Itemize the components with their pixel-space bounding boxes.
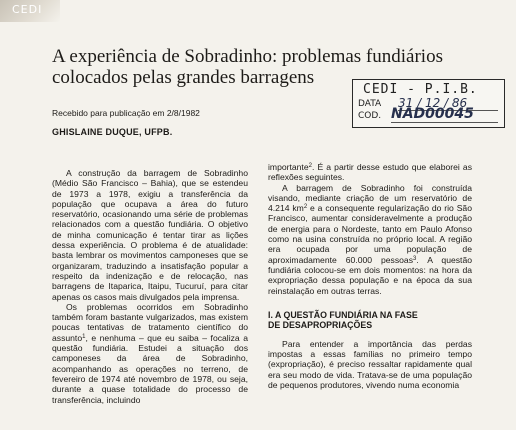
stamp-code-row <box>358 106 474 122</box>
text-run: A barragem de Sobradinho foi construída visando, mediante criação de um reservatório de 4.214 km <box>268 182 472 214</box>
section-heading-line-1: I. A QUESTÃO FUNDIÁRIA NA FASE <box>268 309 418 320</box>
section-heading <box>268 310 472 330</box>
paragraph: Para entender a importância das perdas impostas a essas famílias no primeiro tempo (expropriação), é preciso ressaltar rapidamente qual era seu modo de vida. Tratava-se de uma população de pequenos produtores, vivendo numa economia <box>268 338 472 391</box>
superscript: 2 <box>303 204 308 211</box>
text-run: . É a partir desse estudo que elaborei as reflexões seguintes. <box>268 162 472 183</box>
text-run: , e nenhuma – que eu saiba – focaliza a questão fundiária. Estudei a situação dos camponeses da área de Sobradinho, acompanhando as operações no terreno, de fevereiro de 1974 até novembro de 1978, ou seja, durante a quase totalidade do processo de transferência, incluindo <box>52 332 248 405</box>
article-title <box>52 46 443 88</box>
text-run: Os problemas ocorridos em Sobradinho também foram bastante vulgarizados, mas existem poucas tentativas de tratamento científico do assunto <box>52 301 248 343</box>
stamp-code-value: NAD00045 <box>391 106 498 123</box>
stamp-header: CEDI - P.I.B. <box>363 82 478 97</box>
corner-logo <box>0 0 60 22</box>
text-run: e a consequente regularização do rio São Francisco, aumentar consideravelmente a produção de energia para o Nordeste, tanto em Paulo Afonso como na usina construída no próprio local. A região era ocupada por uma população de aproximadamente 60.000 pessoas <box>268 203 472 265</box>
paragraph <box>268 183 472 296</box>
stamp-date-label: DATA <box>358 99 382 109</box>
paragraph <box>268 162 472 183</box>
footnote-ref[interactable]: 2 <box>308 163 312 169</box>
archive-stamp <box>352 79 505 128</box>
footnote-ref[interactable]: 1 <box>82 333 86 340</box>
paragraph: A construção da barragem de Sobradinho (Médio São Francisco – Bahia), que se estendeu de 1973 a 1978, exigiu a transferência da população que ocupava a área do futuro reservatório, ocasionando uma série de problemas relacionados com a questão fundiária. O objetivo de minha comunicação é tentar tirar as lições dessa experiência. O problema é de atualidade: basta lembrar os movimentos camponeses que se organizaram, traduzindo a insatisfação popular a respeito da indenização e de relocação, nas barragens de Itaparica, Itaipu, Tucuruí, para citar apenas os casos mais divulgados pela imprensa. <box>52 168 248 302</box>
text-run: importante <box>268 162 309 172</box>
title-line-2: colocados pelas grandes barragens <box>52 67 315 88</box>
left-column <box>52 168 248 405</box>
author-name: GHISLAINE DUQUE, UFPB. <box>52 127 173 137</box>
text-run: . A questão fundiária colocou-se em dois momentos: na hora da expropriação dessa população e na época da sua reinstalação em outras terras. <box>268 254 473 296</box>
corner-logo-text: CEDI <box>12 3 43 16</box>
section-heading-line-2: DE DESAPROPRIAÇÕES <box>268 319 373 330</box>
title-line-1: A experiência de Sobradinho: problemas fundiários <box>52 46 443 67</box>
paragraph <box>52 302 248 405</box>
received-date: Recebido para publicação em 2/8/1982 <box>52 108 200 118</box>
stamp-code-label: COD. <box>358 111 382 121</box>
stamp-date-row <box>358 96 468 110</box>
right-column <box>268 162 472 390</box>
stamp-date-value: 31 / 12 / 86 <box>398 96 498 111</box>
footnote-ref[interactable]: 3 <box>413 255 417 262</box>
